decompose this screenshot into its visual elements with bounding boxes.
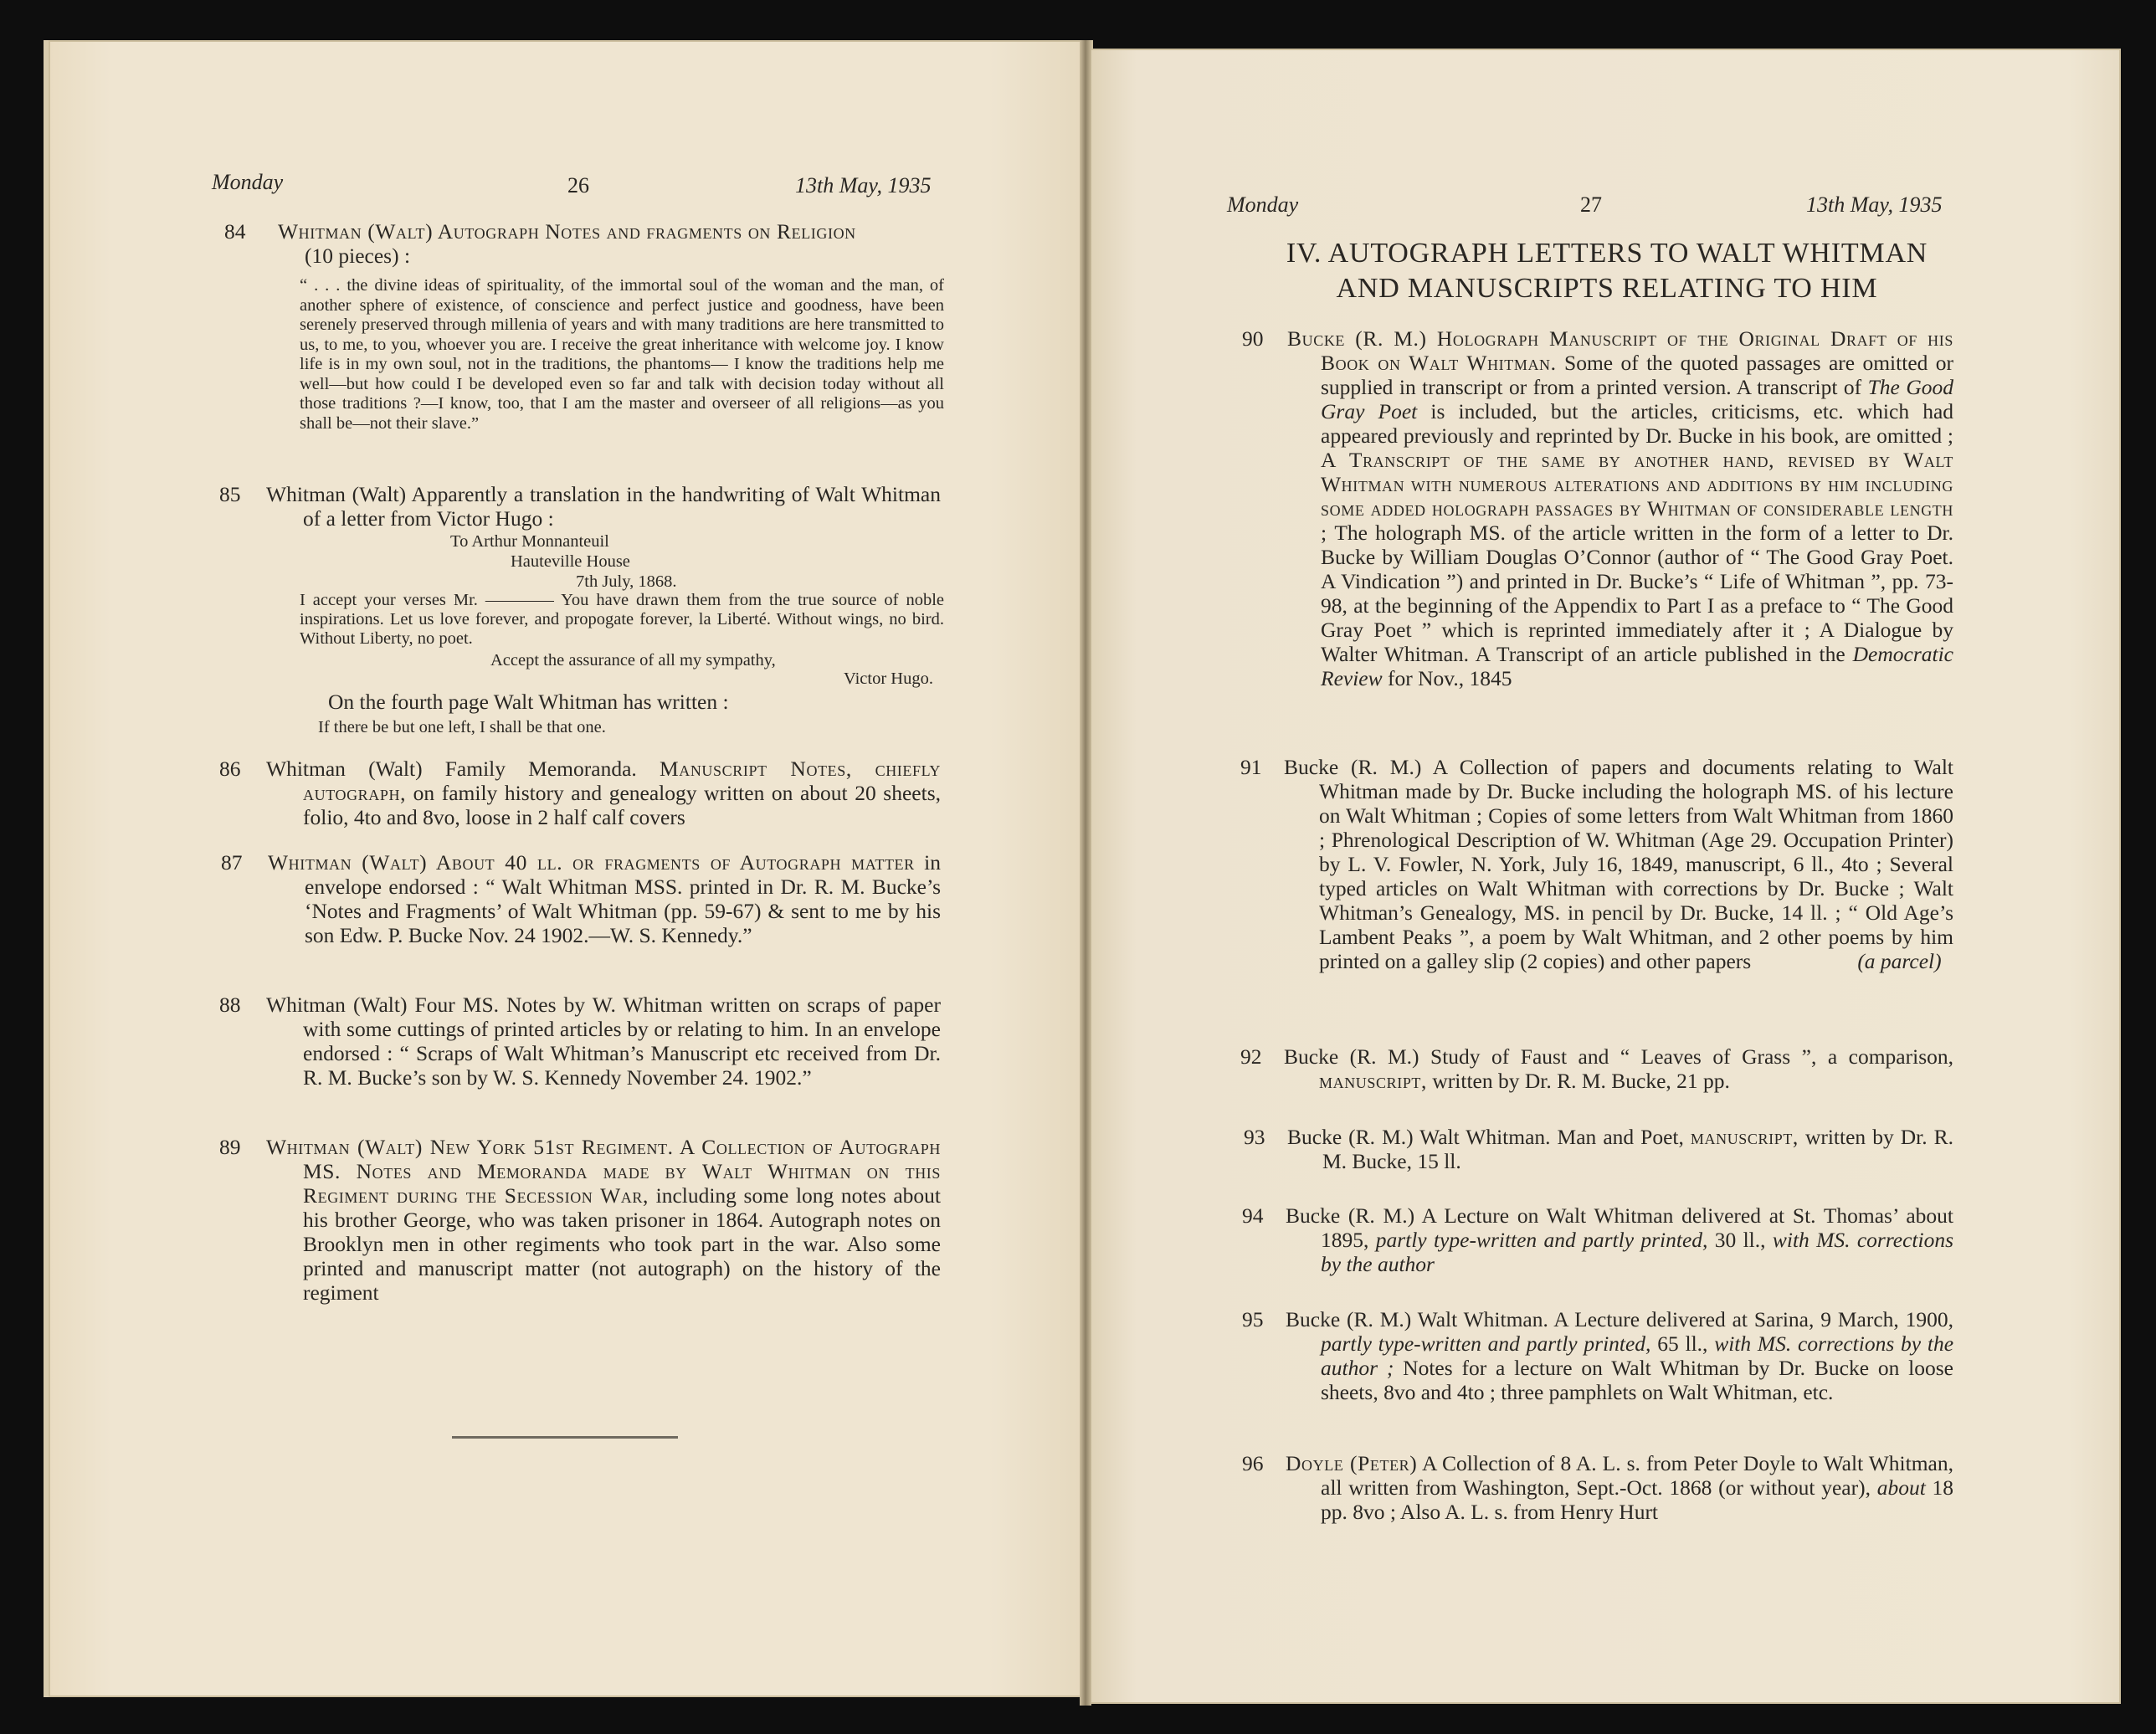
lot-sc: Manuscript Notes, chiefly autograph, bbox=[303, 757, 941, 805]
page-number: 27 bbox=[1580, 192, 1602, 217]
lot-96 bbox=[1242, 1451, 1953, 1524]
lot-text: Bucke (R. M.) Walt Whitman. Man and Poet, bbox=[1287, 1125, 1684, 1149]
lot-number: 93 bbox=[1244, 1125, 1265, 1149]
lot-84 bbox=[224, 219, 946, 268]
lot-title: Whitman (Walt) Autograph Notes and fragments on Religion bbox=[278, 219, 856, 244]
lot-number: 84 bbox=[224, 219, 246, 244]
lot-text: Bucke (R. M.) Walt Whitman. A Lecture delivered at Sarina, 9 March, 1900, bbox=[1286, 1307, 1953, 1331]
lot-89 bbox=[219, 1135, 941, 1305]
lot-85-note-quote: If there be but one left, I shall be that one. bbox=[318, 718, 606, 736]
lot-number: 85 bbox=[219, 482, 241, 506]
section-title-line-2: AND MANUSCRIPTS RELATING TO HIM bbox=[1336, 273, 1878, 304]
lot-text: Whitman (Walt) Four MS. Notes by W. Whitman written on scraps of paper with some cuttings of printed articles by or relating to him. In an envelope endorsed : “ Scraps of Walt Whitman’s Manuscript etc received from Dr. R. M. Bucke’s son by W. S. Kennedy November 24. 1902.” bbox=[266, 993, 941, 1090]
section-end-rule bbox=[452, 1436, 678, 1439]
lot-rest: including some long notes about his brother George, who was taken prisoner in 1864. Autograph notes on Brooklyn men in other regiments who took part in the war. Also some printed and manuscript matter (not autograph) on the history of the regiment bbox=[303, 1183, 942, 1305]
lot-italic: with MS. corrections by the author bbox=[1321, 1228, 1954, 1276]
lot-87 bbox=[221, 850, 941, 947]
lot-text: Whitman (Walt) Apparently a translation in the handwriting of Walt Whitman of a letter from Victor Hugo : bbox=[266, 482, 941, 531]
lot-number: 91 bbox=[1240, 755, 1262, 779]
lot-sc: Transcript of the same by another hand, revised by Walt Whitman with numerous alterations and additions by him including some added holograph passages by Whitman of considerable length ; bbox=[1321, 448, 1953, 545]
lot-text: 18 pp. 8vo ; Also A. L. s. from Henry Hurt bbox=[1321, 1475, 1954, 1524]
lot-lead: Whitman (Walt) Family Memoranda. bbox=[266, 757, 637, 781]
lot-number: 96 bbox=[1242, 1451, 1264, 1475]
lot-text: Bucke (R. M.) A Lecture on Walt Whitman delivered at St. Thomas’ about 1895, bbox=[1286, 1203, 1953, 1252]
lot-text: 65 ll., bbox=[1657, 1331, 1708, 1356]
lot-text: 30 ll., bbox=[1714, 1228, 1766, 1252]
lot-text: Bucke (R. M.) A Collection of papers and documents relating to Walt Whitman made by Dr. Bucke including the holograph MS. of his lecture on Walt Whitman ; Copies of some letters from Walt Whitman from 1860 ; Phrenological Description of W. Whitman (Age 29. Occupation Printer) by L. V. Fowler, N. York, July 16, 1849, manuscript, 6 ll., 4to ; Several typed articles on Walt Whitman with corrections by Dr. Bucke ; Walt Whitman’s Genealogy, MS. in pencil by Dr. Bucke, 14 ll. ; “ Old Age’s Lambent Peaks ”, a poem by Walt Whitman, and 2 other poems by him printed on a galley slip (2 copies) and other papers bbox=[1284, 755, 1953, 973]
lot-90 bbox=[1242, 326, 1953, 690]
letter-to: To Arthur Monnanteuil bbox=[450, 532, 609, 551]
lot-94 bbox=[1242, 1203, 1953, 1276]
lot-93 bbox=[1244, 1125, 1953, 1173]
lot-sc: Whitman (Walt) New York 51st Regiment. A Collection of Autograph MS. Notes and Memoranda made by Walt Whitman on this Regiment during the Secession War, bbox=[266, 1135, 941, 1208]
lot-sc: Whitman (Walt) About 40 ll. or fragments of Autograph matter bbox=[268, 850, 915, 875]
lot-rest: on family history and genealogy written on about 20 sheets, folio, 4to and 8vo, loose in 2 half calf covers bbox=[303, 781, 941, 829]
lot-95 bbox=[1242, 1307, 1953, 1404]
lot-italic: partly type-written and partly printed, bbox=[1375, 1228, 1708, 1252]
lot-sc: Doyle (Peter) bbox=[1286, 1451, 1418, 1475]
lot-text: Notes for a lecture on Walt Whitman by Dr. Bucke on loose sheets, 8vo and 4to ; three pamphlets on Walt Whitman, etc. bbox=[1321, 1356, 1953, 1404]
lot-text: Bucke (R. M.) Study of Faust and “ Leaves of Grass ”, a comparison, bbox=[1284, 1044, 1953, 1069]
lot-number: 90 bbox=[1242, 326, 1264, 351]
lot-rest: in envelope endorsed : “ Walt Whitman MSS. printed in Dr. R. M. Bucke’s ‘Notes and Fragments’ of Walt Whitman (pp. 59-67) & sent to me by his son Edw. P. Bucke Nov. 24 1902.—W. S. Kennedy.” bbox=[305, 850, 942, 947]
letter-body: I accept your verses Mr. ———— You have drawn them from the true source of noble inspirations. Let us love forever, and propogate forever, la Liberté. Without wings, no bird. Without Liberty, no poet. bbox=[300, 591, 944, 648]
lot-92 bbox=[1240, 1044, 1953, 1093]
lot-parcel: (a parcel) bbox=[1857, 949, 1942, 973]
running-head-date: 13th May, 1935 bbox=[1806, 192, 1943, 217]
lot-86 bbox=[219, 757, 941, 829]
letter-closing: Accept the assurance of all my sympathy, bbox=[490, 651, 776, 669]
lot-italic: partly type-written and partly printed, bbox=[1321, 1331, 1651, 1356]
lot-pieces: (10 pieces) : bbox=[305, 244, 411, 268]
lot-sc: manuscript, bbox=[1319, 1069, 1427, 1093]
book-gutter bbox=[1080, 40, 1091, 1706]
lot-number: 95 bbox=[1242, 1307, 1264, 1331]
lot-italic: Democratic Review bbox=[1321, 642, 1954, 690]
lot-85 bbox=[219, 482, 941, 531]
page-number: 26 bbox=[567, 173, 589, 198]
lot-number: 94 bbox=[1242, 1203, 1264, 1228]
lot-sc: manuscript, bbox=[1690, 1125, 1799, 1149]
lot-text: Some of the quoted passages are omitted or supplied in transcript or from a printed version. A transcript of bbox=[1321, 351, 1953, 399]
lot-text: written by Dr. R. M. Bucke, 15 ll. bbox=[1322, 1125, 1954, 1173]
lot-number: 88 bbox=[219, 993, 241, 1017]
lot-italic: with MS. corrections by the author ; bbox=[1321, 1331, 1954, 1380]
lot-text: for Nov., 1845 bbox=[1388, 666, 1512, 690]
lot-sc: Bucke (R. M.) Holograph Manuscript of the Original Draft of his Book on Walt Whitman. bbox=[1287, 326, 1953, 375]
lot-italic: The Good Gray Poet bbox=[1321, 375, 1954, 423]
letter-signature: Victor Hugo. bbox=[844, 669, 933, 688]
lot-text: written by Dr. R. M. Bucke, 21 pp. bbox=[1432, 1069, 1730, 1093]
lot-text: The holograph MS. of the article written in the form of a letter to Dr. Bucke by William Douglas O’Connor (author of “ The Good Gray Poet. A Vindication ”) and printed in Dr. Bucke’s “ Life of Whitman ”, pp. 73-98, at the beginning of the Appendix to Part I as a preface to “ The Good Gray Poet ” which is reprinted immediately after it ; A Dialogue by Walter Whitman. A Transcript of an article published in the bbox=[1321, 521, 1953, 666]
section-title-line-1: IV. AUTOGRAPH LETTERS TO WALT WHITMAN bbox=[1286, 238, 1928, 269]
lot-text: is included, but the articles, criticisms, etc. which had appeared previously and reprinted by Dr. Bucke in his book, are omitted ; A bbox=[1321, 399, 1954, 472]
letter-date: 7th July, 1868. bbox=[576, 572, 677, 591]
running-head-day: Monday bbox=[1227, 192, 1299, 217]
lot-text: A Collection of 8 A. L. s. from Peter Doyle to Walt Whitman, all written from Washington, Sept.-Oct. 1868 (or without year), bbox=[1321, 1451, 1953, 1500]
lot-italic: about bbox=[1876, 1475, 1926, 1500]
running-head-date: 13th May, 1935 bbox=[795, 173, 932, 198]
lot-number: 92 bbox=[1240, 1044, 1262, 1069]
lot-85-note: On the fourth page Walt Whitman has written : bbox=[328, 690, 729, 714]
lot-number: 89 bbox=[219, 1135, 241, 1159]
letter-place: Hauteville House bbox=[511, 552, 630, 571]
running-head-day: Monday bbox=[212, 170, 284, 194]
lot-number: 86 bbox=[219, 757, 241, 781]
lot-88 bbox=[219, 993, 941, 1090]
lot-91 bbox=[1240, 755, 1953, 973]
lot-84-quote: “ . . . the divine ideas of spirituality, of the immortal soul of the woman and the man, of another sphere of existence, of conscience and perfect justice and goodness, have been serenely preserved through millenia of years and with many traditions are here transmitted to us, to me, to you, whoever you are. I receive the great inheritance with welcome joy. I know life is in my own soul, not in the traditions, the phantoms— I know the traditions help me well—but how could I be developed even so far and talk with decision today without all those traditions ?—I know, too, that I am the master and overseer of all religions—as you shall be—not their slave.” bbox=[300, 276, 944, 433]
lot-number: 87 bbox=[221, 850, 243, 875]
